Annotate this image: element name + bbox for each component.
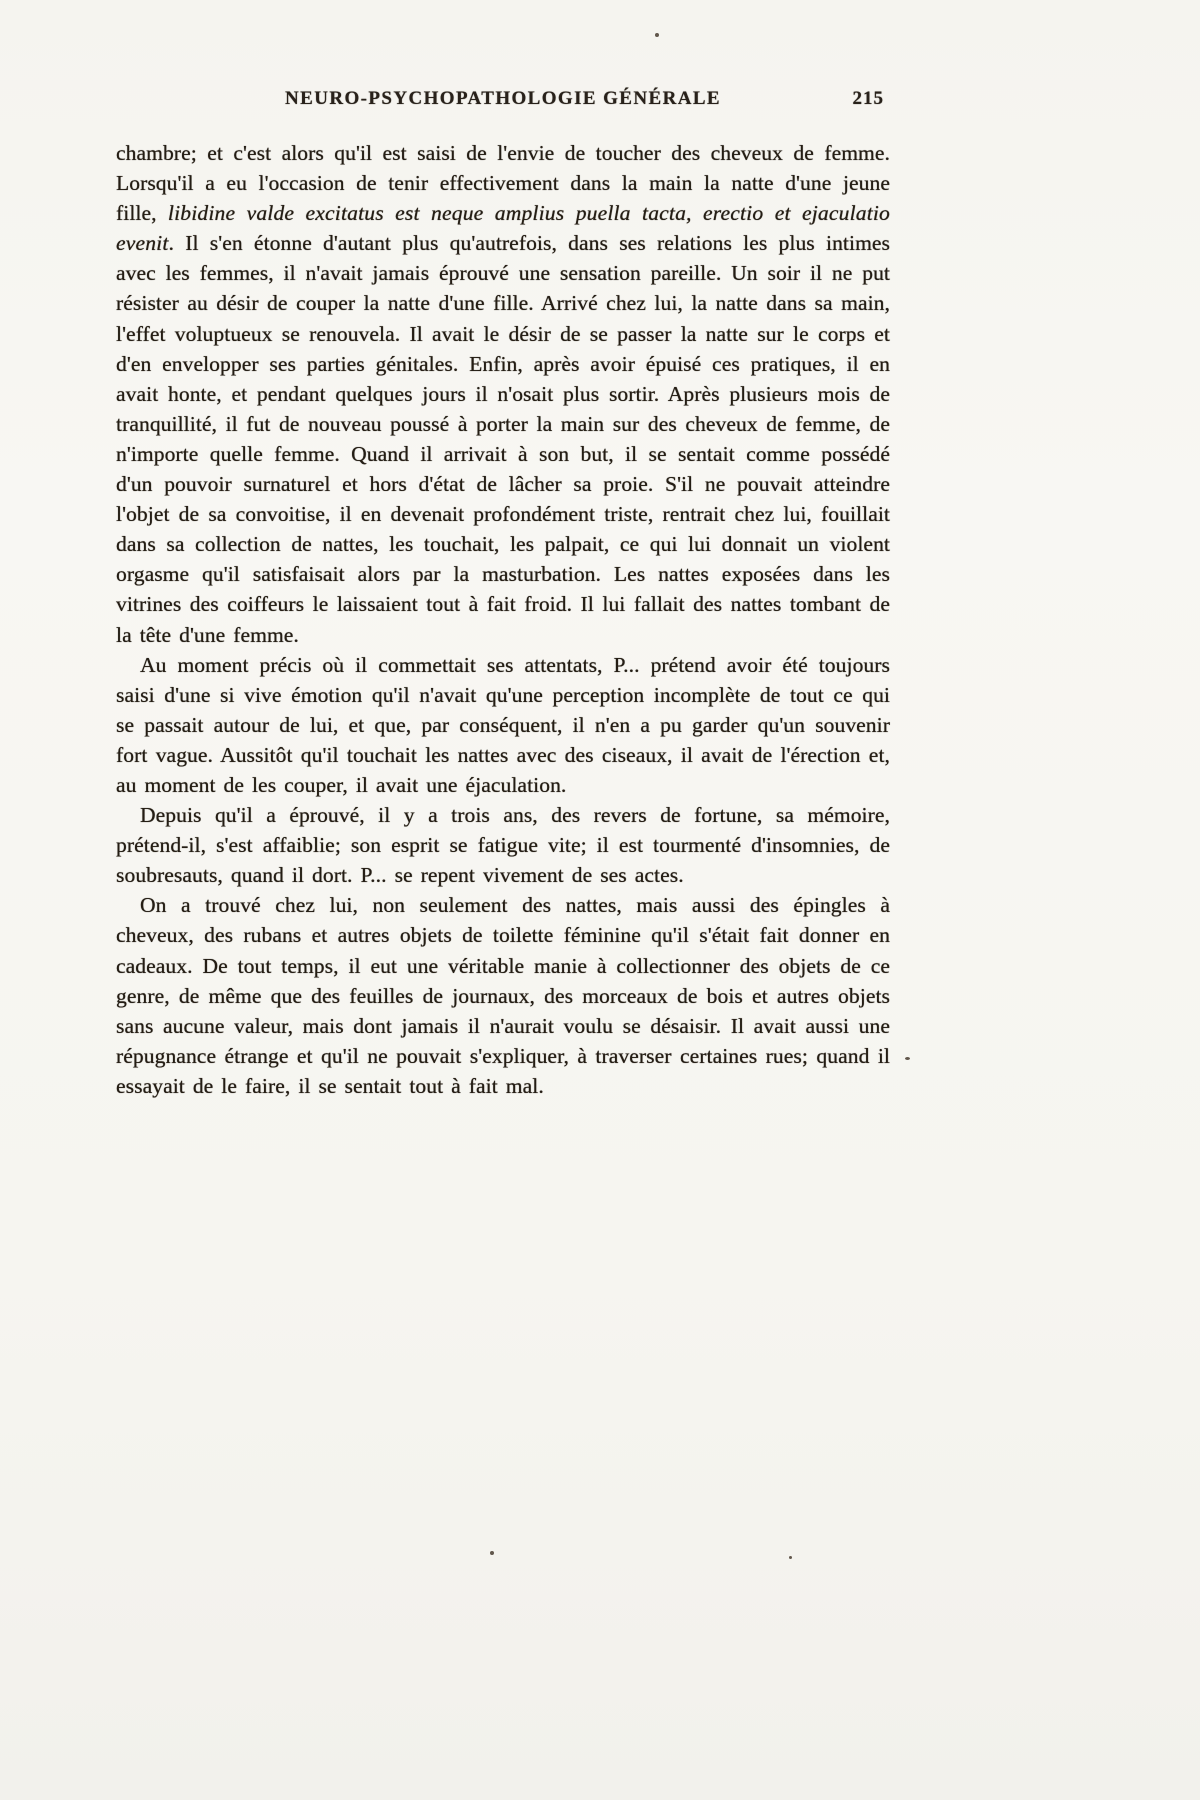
paragraph-2 bbox=[116, 650, 890, 800]
paragraph-2-text: Au moment précis où il commettait ses attentats, P... prétend avoir été toujours saisi d'une si vive émotion qu'il n'avait qu'une perception incomplète de tout ce qui se passait autour de lui, et que, par conséquent, il n'en a pu garder qu'un souvenir fort vague. Aussitôt qu'il touchait les nattes avec des ciseaux, il avait de l'érection et, au moment de les couper, il avait une éjaculation. bbox=[116, 652, 890, 797]
latin-phrase: libidine valde excitatus est neque amplius puella tacta, erectio et ejaculatio evenit bbox=[116, 201, 890, 256]
paragraph-3 bbox=[116, 800, 890, 890]
paragraph-1 bbox=[116, 138, 890, 650]
scan-speck bbox=[905, 1057, 910, 1060]
paragraph-1-text-after-latin: . Il s'en étonne d'autant plus qu'autrefois, dans ses relations les plus intimes avec les femmes, il n'avait jamais éprouvé une sensation pareille. Un soir il ne put résister au désir de couper la natte d'une fille. Arrivé chez lui, la natte dans sa main, l'effet voluptueux se renouvela. Il avait le désir de se passer la natte sur le corps et d'en envelopper ses parties génitales. Enfin, après avoir épuisé ces pratiques, il en avait honte, et pendant quelques jours il n'osait plus sortir. Après plusieurs mois de tranquillité, il fut de nouveau poussé à porter la main sur des cheveux de femme, de n'importe quelle femme. Quand il arrivait à son but, il se sentait comme possédé d'un pouvoir surnaturel et hors d'état de lâcher sa proie. S'il ne pouvait atteindre l'objet de sa convoitise, il en devenait profondément triste, rentrait chez lui, fouillait dans sa collection de nattes, les touchait, les palpait, ce qui lui donnait un violent orgasme qu'il satisfaisait alors par la masturbation. Les nattes exposées dans les vitrines des coiffeurs le laissaient tout à fait froid. Il lui fallait des nattes tombant de la tête d'une femme. bbox=[116, 231, 890, 647]
scan-speck bbox=[490, 1551, 494, 1555]
running-title: NEURO-PSYCHOPATHOLOGIE GÉNÉRALE bbox=[285, 88, 721, 109]
text-block bbox=[116, 138, 890, 1101]
scan-speck bbox=[789, 1556, 792, 1559]
page-header bbox=[116, 88, 890, 114]
scan-speck bbox=[655, 33, 659, 37]
page-number: 215 bbox=[852, 88, 884, 109]
paragraph-4-text: On a trouvé chez lui, non seulement des nattes, mais aussi des épingles à cheveux, des rubans et autres objets de toilette féminine qu'il s'était fait donner en cadeaux. De tout temps, il eut une véritable manie à collectionner des objets de ce genre, de même que des feuilles de journaux, des morceaux de bois et autres objets sans aucune valeur, mais dont jamais il n'aurait voulu se désaisir. Il avait aussi une répugnance étrange et qu'il ne pouvait s'expliquer, à traverser certaines rues; quand il essayait de le faire, il se sentait tout à fait mal. bbox=[116, 893, 890, 1098]
paragraph-4 bbox=[116, 890, 890, 1101]
paragraph-1-text-before-latin: chambre; et c'est alors qu'il est saisi de l'envie de toucher des cheveux de femme. Lorsqu'il a eu l'occasion de tenir effectivement dans la main la natte d'une jeune fille, bbox=[116, 141, 890, 226]
paragraph-3-text: Depuis qu'il a éprouvé, il y a trois ans, des revers de fortune, sa mémoire, prétend-il, s'est affaiblie; son esprit se fatigue vite; il est tourmenté d'insomnies, de soubresauts, quand il dort. P... se repent vivement de ses actes. bbox=[116, 803, 890, 888]
